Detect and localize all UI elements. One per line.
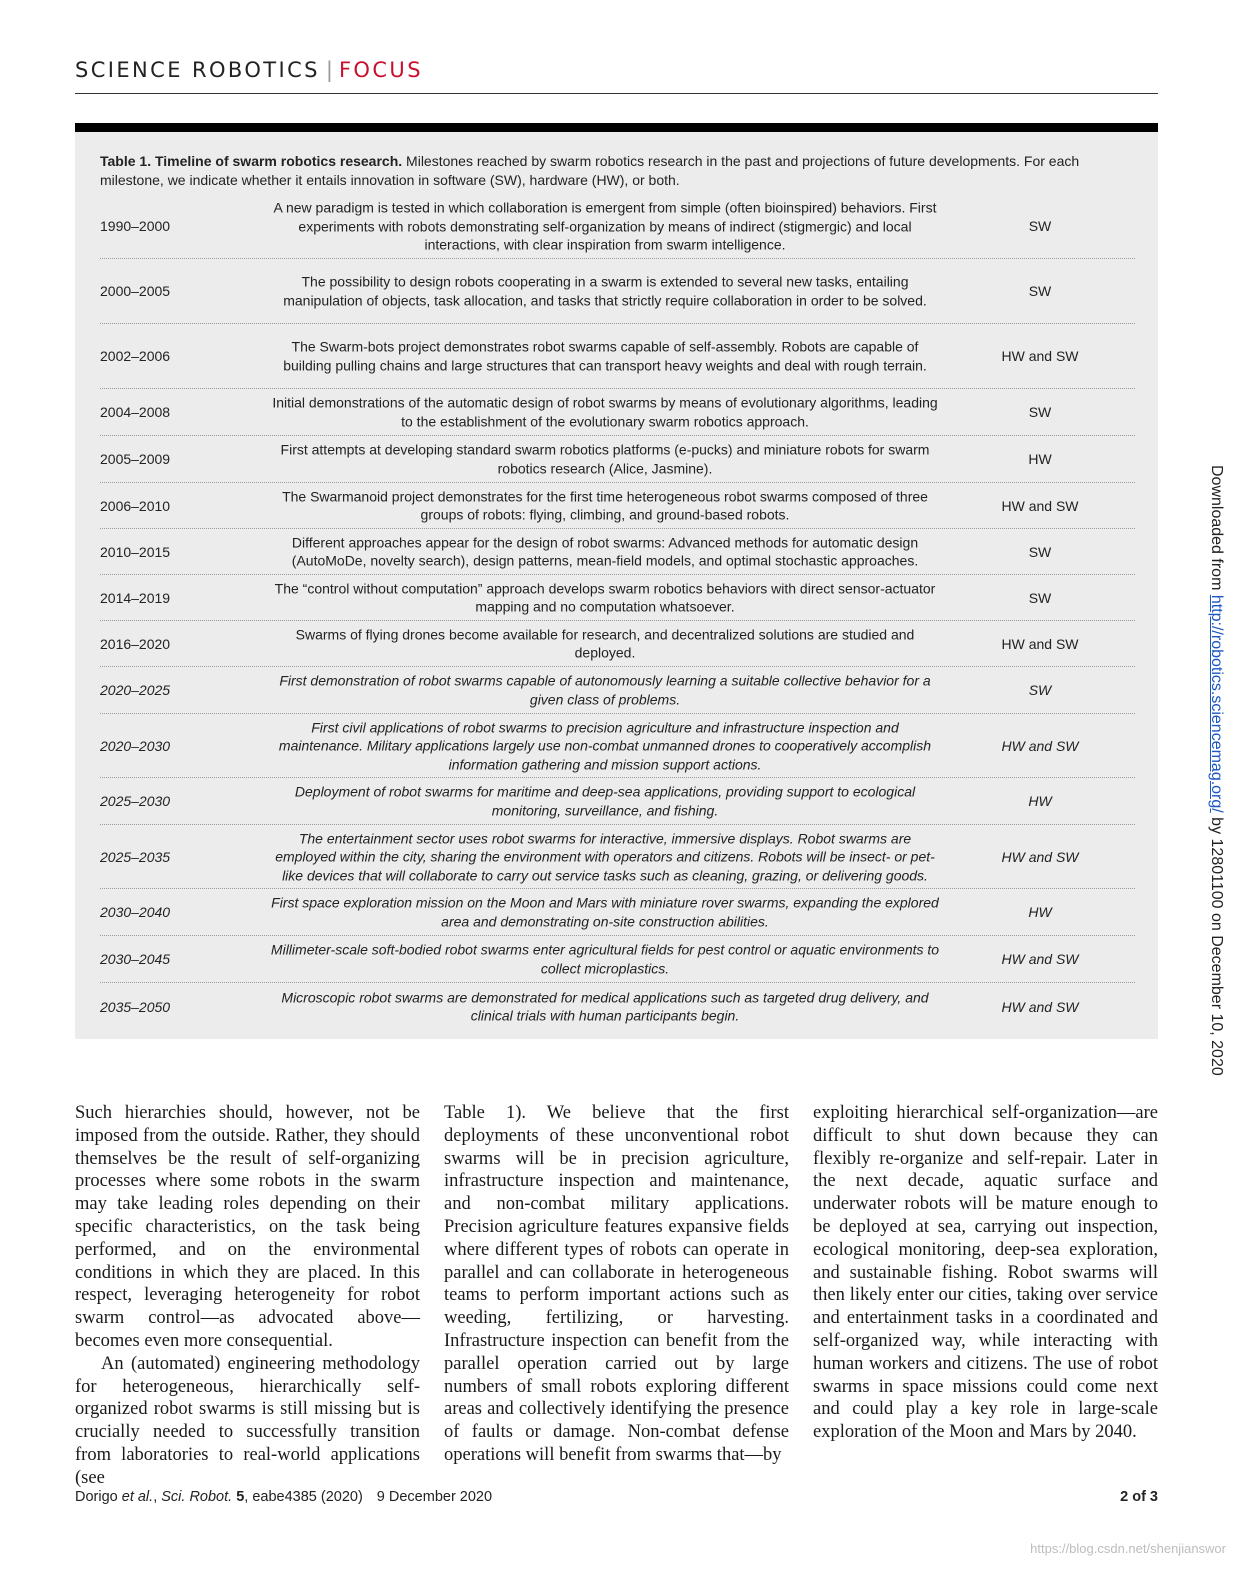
paragraph: Such hierarchies should, however, not be imposed from the outside. Rather, they should themselves be the result of self-organizing processes where some robots in the swarm may take leading roles depending on their specific characteristics, on the task being performed, and on the environmental conditions in which they are placed. In this respect, leveraging heterogeneity for robot swarm control—as advocated above—becomes even more consequential.: [75, 1103, 420, 1351]
row-description: Initial demonstrations of the automatic design of robot swarms by means of evolutionary algorithms, leading to the establishment of the evolutionary swarm robotics approach.: [272, 394, 938, 429]
download-suffix: by 12801100 on December 10, 2020: [1208, 812, 1225, 1076]
row-type: HW: [1028, 903, 1052, 920]
table-caption-title: Table 1. Timeline of swarm robotics research.: [100, 153, 403, 169]
table-row: [100, 483, 1135, 529]
row-period: 2004–2008: [100, 403, 171, 420]
row-description: A new paradigm is tested in which collaboration is emergent from simple (often bioinspired) behaviors. First experiments with robots demonstrating self-organization by means of indirect (stigmergic) and local interactions, with clear inspiration from swarm intelligence.: [273, 199, 937, 253]
row-period: 2030–2040: [100, 903, 171, 920]
row-period: 2010–2015: [100, 543, 171, 560]
row-period: 1990–2000: [100, 217, 171, 234]
row-description: Swarms of flying drones become available for research, and decentralized solutions are studied and deployed.: [295, 626, 915, 661]
table-row: [100, 889, 1135, 936]
table-rows: [100, 194, 1135, 1030]
table-row: [100, 324, 1135, 389]
row-period: 2025–2035: [100, 848, 171, 865]
row-description: Millimeter-scale soft-bodied robot swarms enter agricultural fields for pest control or aquatic environments to collect microplastics.: [270, 941, 940, 976]
footer-journal: Sci. Robot.: [161, 1489, 233, 1505]
footer-authors: Dorigo: [75, 1489, 122, 1505]
table-row: [100, 529, 1135, 575]
row-description: Deployment of robot swarms for maritime and deep-sea applications, providing support to ecological monitoring, surveillance, and fishing.: [294, 783, 916, 818]
row-description: First space exploration mission on the Moon and Mars with miniature rover swarms, expanding the explored area and demonstrating on-site construction abilities.: [271, 894, 939, 929]
row-type: HW and SW: [1001, 347, 1079, 364]
row-type: SW: [1028, 543, 1052, 560]
row-period: 2030–2045: [100, 950, 171, 967]
journal-header: [75, 58, 1158, 82]
paragraph: exploiting hierarchical self-organization—are difficult to shut down because they can flexibly re-organize and self-repair. Later in the next decade, aquatic surface and underwater robots will be mature enough to be deployed at sea, carrying out inspection, ecological monitoring, deep-sea exploration, and sustainable fishing. Robot swarms will then likely enter our cities, taking over service and entertainment tasks in a coordinated and self-organized way, while interacting with human workers and citizens. The use of robot swarms in space missions could come next and could play a key role in large-scale exploration of the Moon and Mars by 2040.: [813, 1103, 1158, 1443]
footer-comma: ,: [153, 1489, 162, 1505]
row-description: First civil applications of robot swarms to precision agriculture and infrastructure inspection and maintenance. Military applications largely use non-combat unmanned drones to cooperatively accomplish information gathering and mission support actions.: [278, 718, 932, 772]
row-type: HW and SW: [1001, 848, 1079, 865]
row-type: HW and SW: [1001, 635, 1079, 652]
row-description: Different approaches appear for the design of robot swarms: Advanced methods for automatic design (AutoMoDe, novelty search), design patterns, mean-field models, and optimal stochastic approaches.: [291, 534, 919, 569]
table-row: [100, 936, 1135, 983]
footer-etal: et al.: [121, 1489, 154, 1505]
download-note: [1195, 465, 1225, 1105]
row-type: HW: [1028, 792, 1052, 809]
table-caption-text: Milestones reached by swarm robotics research in the past and projections of future developments. For each milestone, we indicate whether it entails innovation in software (SW), hardware (HW), or both.: [100, 153, 1080, 188]
table-row: [100, 825, 1135, 889]
table-row: [100, 194, 1135, 259]
header-rule: [75, 93, 1158, 94]
row-type: SW: [1028, 589, 1052, 606]
row-description: First attempts at developing standard swarm robotics platforms (e-pucks) and miniature robots for swarm robotics research (Alice, Jasmine).: [280, 441, 930, 476]
journal-name: SCIENCE ROBOTICS: [75, 58, 320, 82]
row-type: HW and SW: [1001, 950, 1079, 967]
table-row: [100, 436, 1135, 483]
row-type: HW and SW: [1001, 998, 1079, 1015]
download-link[interactable]: http://robotics.sciencemag.org/: [1208, 594, 1225, 813]
row-type: SW: [1028, 681, 1052, 698]
row-type: HW and SW: [1001, 737, 1079, 754]
row-type: SW: [1028, 217, 1052, 234]
row-description: Microscopic robot swarms are demonstrated for medical applications such as targeted drug delivery, and clinical trials with human participants begin.: [281, 989, 929, 1024]
row-period: 2002–2006: [100, 347, 171, 364]
download-prefix: Downloaded from: [1208, 465, 1225, 595]
table-row: [100, 389, 1135, 436]
table-row: [100, 259, 1135, 324]
row-period: 2020–2025: [100, 681, 171, 698]
table-caption: [100, 152, 1135, 190]
body-column-1: [75, 1102, 420, 1490]
table-row: [100, 621, 1135, 667]
body-column-3: [813, 1102, 1158, 1444]
footer-volume: 5: [236, 1489, 245, 1505]
row-description: The Swarmanoid project demonstrates for the first time heterogeneous robot swarms composed of three groups of robots: flying, climbing, and ground-based robots.: [282, 488, 928, 523]
footer-date: 9 December 2020: [376, 1489, 493, 1505]
row-period: 2020–2030: [100, 737, 171, 754]
timeline-table: [75, 123, 1158, 1039]
row-type: SW: [1028, 282, 1052, 299]
footer-article: , eabe4385 (2020): [244, 1489, 363, 1505]
row-period: 2035–2050: [100, 998, 171, 1015]
table-row: [100, 714, 1135, 778]
row-type: HW and SW: [1001, 497, 1079, 514]
row-description: The “control without computation” approach develops swarm robotics behaviors with direct sensor-actuator mapping and no computation whatsoever.: [274, 580, 936, 615]
section-label: FOCUS: [338, 58, 423, 82]
table-row: [100, 778, 1135, 825]
row-type: HW: [1028, 450, 1052, 467]
watermark: https://blog.csdn.net/shenjianswor: [1030, 1541, 1226, 1556]
table-row: [100, 667, 1135, 714]
row-period: 2006–2010: [100, 497, 171, 514]
paragraph: An (automated) engineering methodology for heterogeneous, hierarchically self-organized robot swarms is still missing but is crucially needed to successfully transition from laboratories to real-world applications (see: [75, 1353, 420, 1488]
row-description: The possibility to design robots cooperating in a swarm is extended to several new tasks, entailing manipulation of objects, task allocation, and tasks that strictly require collaboration in order to be solved.: [283, 273, 927, 308]
body-column-2: [444, 1102, 789, 1467]
row-type: SW: [1028, 403, 1052, 420]
row-period: 2014–2019: [100, 589, 171, 606]
table-row: [100, 575, 1135, 621]
row-period: 2000–2005: [100, 282, 171, 299]
header-separator: |: [325, 58, 333, 82]
row-period: 2016–2020: [100, 635, 171, 652]
row-period: 2005–2009: [100, 450, 171, 467]
citation-footer: [75, 1489, 492, 1505]
row-description: First demonstration of robot swarms capable of autonomously learning a suitable collective behavior for a given class of problems.: [279, 672, 931, 707]
row-description: The Swarm-bots project demonstrates robot swarms capable of self-assembly. Robots are capable of building pulling chains and large structures that can transport heavy weights and deal with rough terrain.: [283, 338, 927, 373]
paragraph: Table 1). We believe that the first deployments of these unconventional robot swarms will be in precision agriculture, infrastructure inspection and maintenance, and non-combat military applications. Precision agriculture features expansive fields where different types of robots can operate in parallel and can collaborate in heterogeneous teams to perform important actions such as weeding, fertilizing, or harvesting. Infrastructure inspection can benefit from the parallel operation carried out by large numbers of small robots exploring different areas and collectively identifying the presence of faults or damage. Non-combat defense operations will benefit from swarms that—by: [444, 1103, 789, 1465]
row-description: The entertainment sector uses robot swarms for interactive, immersive displays. Robot swarms are employed within the city, sharing the environment with operators and citizens. Robots will be insect- or pet-like devices that will collaborate to carry out service tasks such as cleaning, grazing, or delivering goods.: [275, 829, 935, 883]
row-period: 2025–2030: [100, 792, 171, 809]
table-row: [100, 983, 1135, 1030]
page-number: 2 of 3: [1120, 1489, 1158, 1505]
